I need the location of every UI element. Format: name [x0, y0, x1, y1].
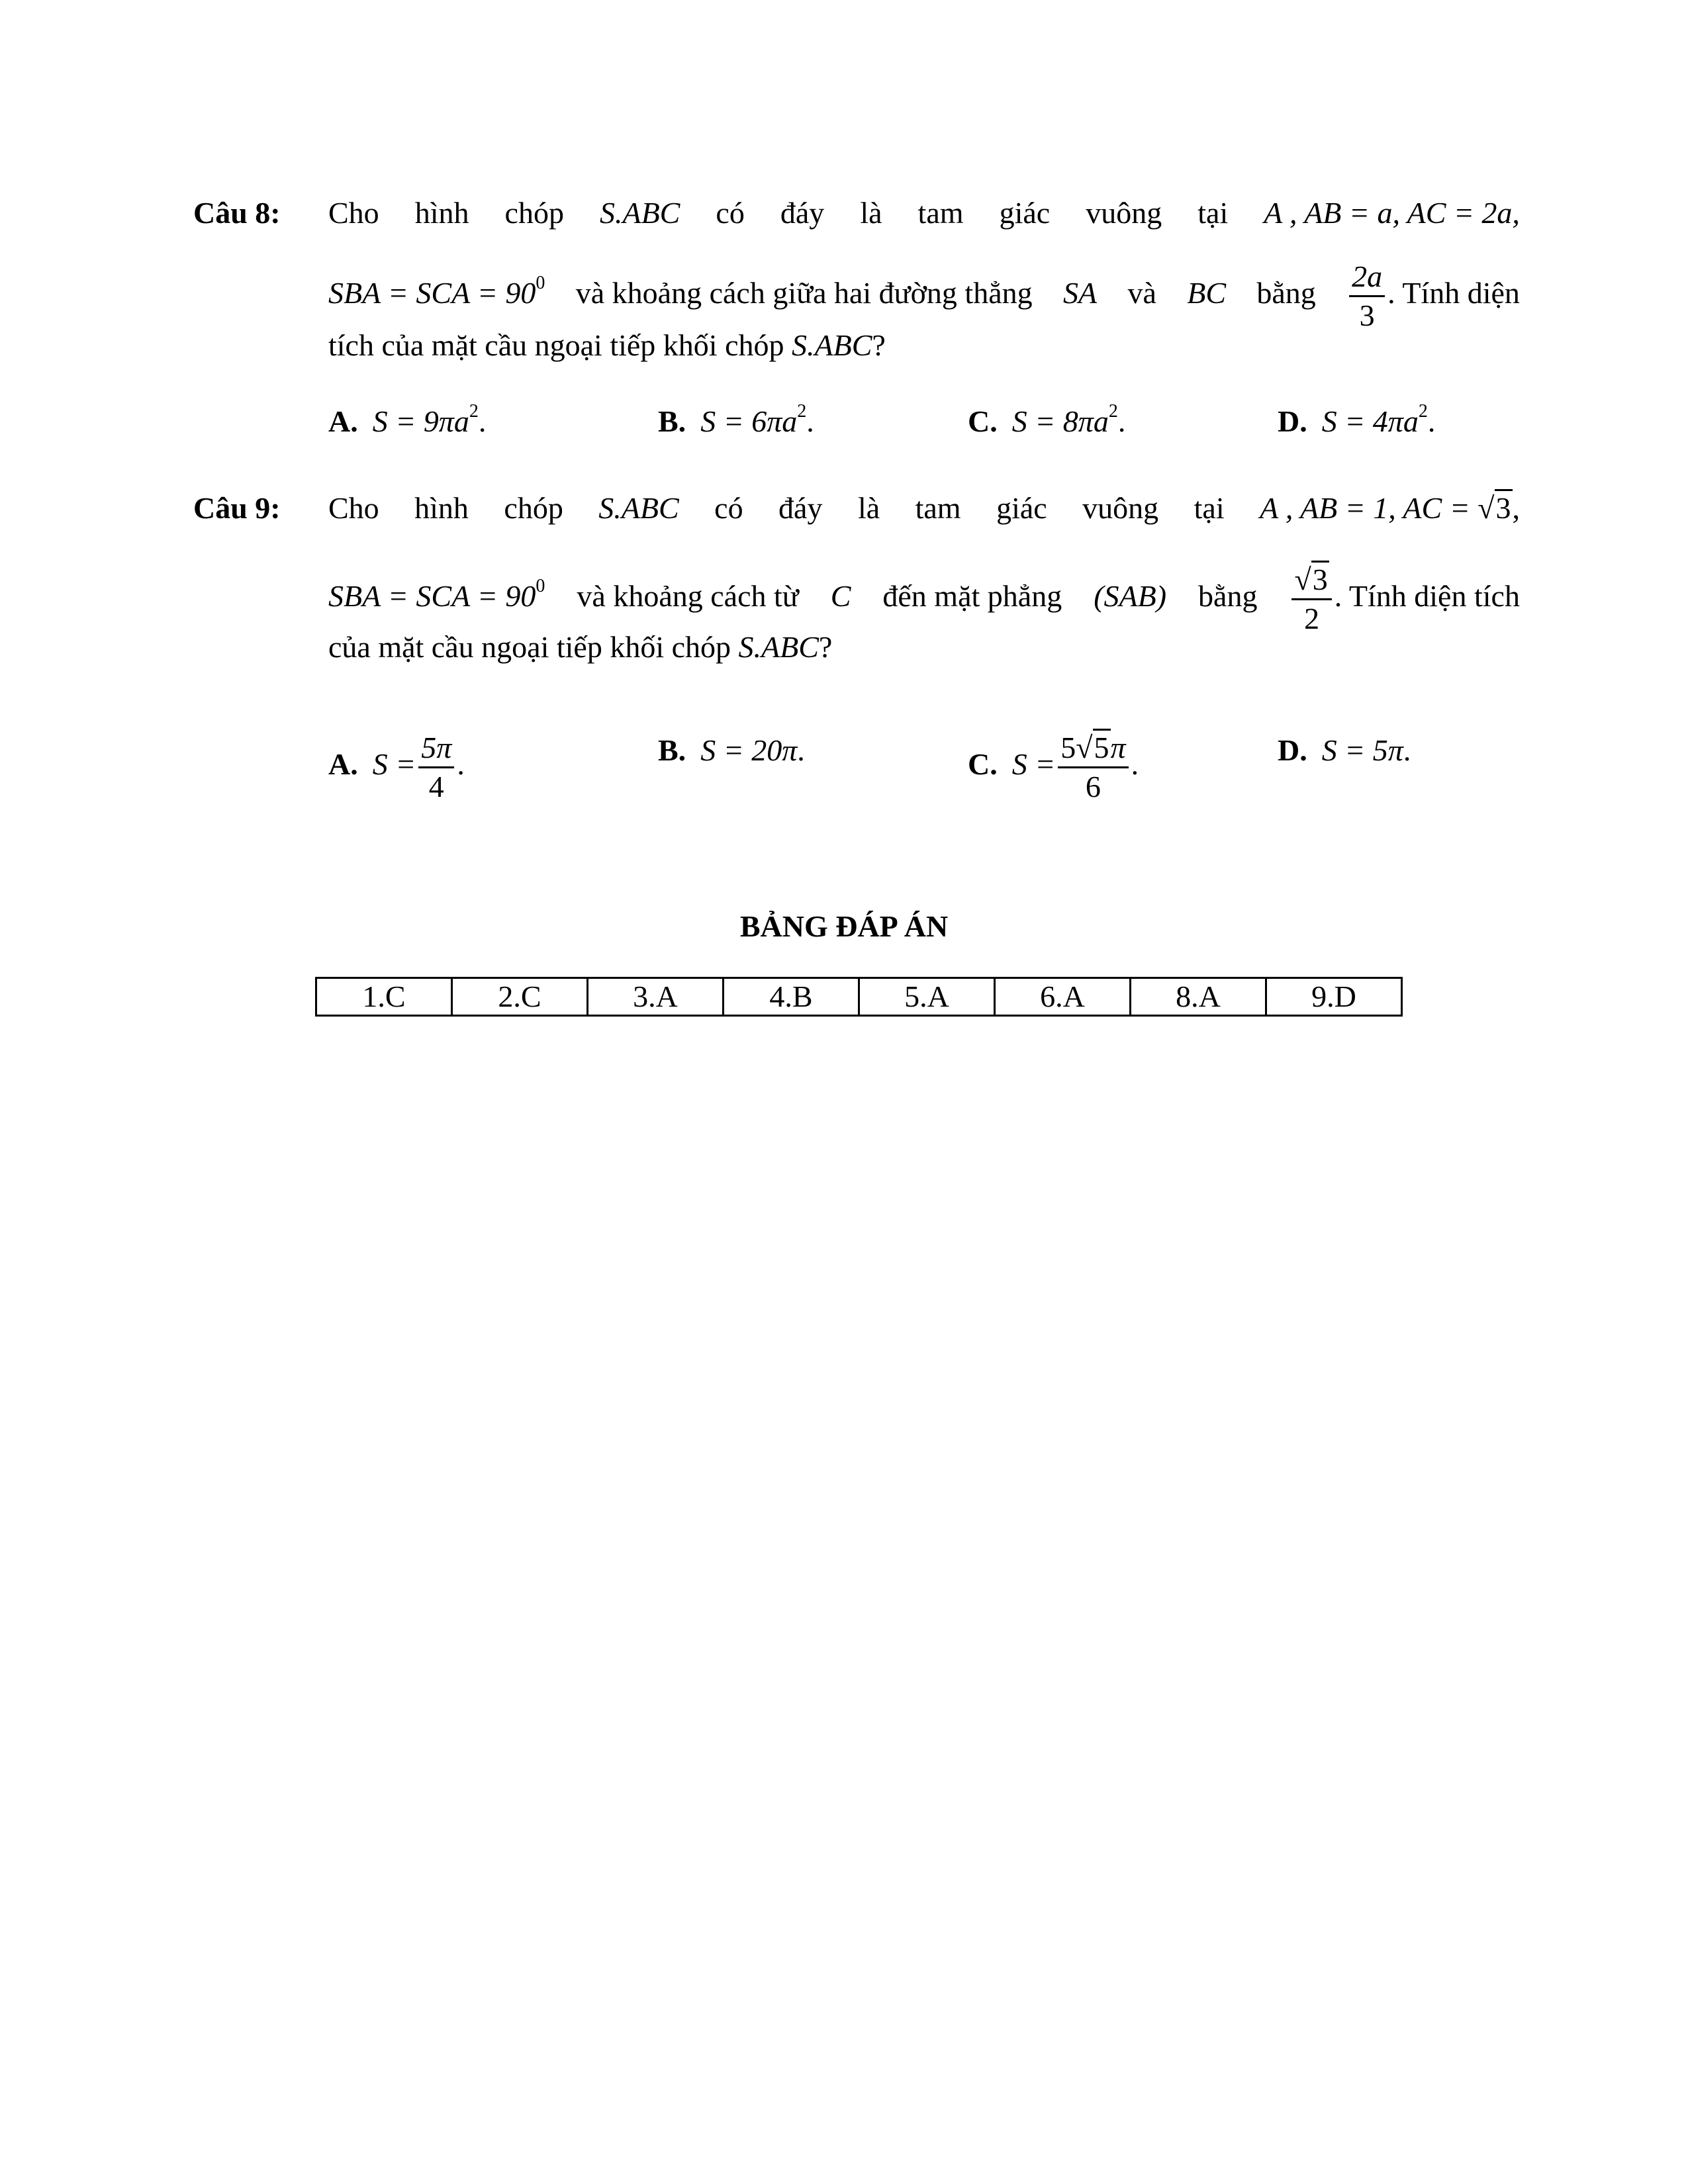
answer-cell: 2.C	[452, 978, 588, 1016]
answer-cell: 6.A	[995, 978, 1131, 1016]
option-9c: C. S = $\frac{5√5\pi}{6}$ .	[968, 731, 1139, 804]
fraction: $\frac{2a}{3}$	[1349, 259, 1385, 333]
question-9-line-2: SBA = SCA = $90^0$ và khoảng cách từ C đến mặt phẳng (SAB) bằng $\frac{√3}{2}$ . Tính diện tích	[328, 563, 1520, 636]
table-row	[316, 978, 1402, 1016]
answer-table	[315, 977, 1403, 1017]
answer-cell: 8.A	[1131, 978, 1266, 1016]
answer-cell: 3.A	[588, 978, 724, 1016]
option-9d: D. S = 5π.	[1278, 733, 1411, 767]
option-8d: D. $S = 4\pi a^2$.	[1278, 401, 1436, 438]
option-9a: A. S = $\frac{5\pi}{4}$ .	[328, 731, 465, 803]
option-8b: B. $S = 6\pi a^2$.	[658, 401, 814, 438]
answer-cell: 1.C	[316, 978, 452, 1016]
answer-table-title: BẢNG ĐÁP ÁN	[739, 909, 949, 943]
question-8-line-1: Cho hình chóp S.ABC có đáy là tam giác vuông tại A , AB = a, AC = 2a,	[328, 196, 1520, 230]
question-8-line-2: SBA = SCA = $90^0$ và khoảng cách giữa hai đường thẳng SA và BC bằng $\frac{2a}{3}$ . Tính diện	[328, 259, 1520, 332]
answer-cell: 9.D	[1266, 978, 1402, 1016]
sqrt: √3	[1477, 488, 1512, 528]
option-9b: B. S = 20π.	[658, 733, 805, 767]
question-9-line-3: của mặt cầu ngoại tiếp khối chóp S.ABC?	[328, 630, 833, 664]
question-9-label: Câu 9:	[193, 491, 281, 525]
question-9-line-1: Cho hình chóp S.ABC có đáy là tam giác vuông tại A , AB = 1, AC = √3,	[328, 488, 1520, 528]
answer-cell: 4.B	[724, 978, 859, 1016]
fraction: $\frac{√3}{2}$	[1291, 563, 1331, 636]
answer-cell: 5.A	[859, 978, 995, 1016]
option-8a: A. $S = 9\pi a^2$.	[328, 401, 487, 438]
question-8-line-3: tích của mặt cầu ngoại tiếp khối chóp S.ABC?	[328, 328, 886, 362]
question-8-label: Câu 8:	[193, 196, 281, 230]
option-8c: C. $S = 8\pi a^2$.	[968, 401, 1126, 438]
